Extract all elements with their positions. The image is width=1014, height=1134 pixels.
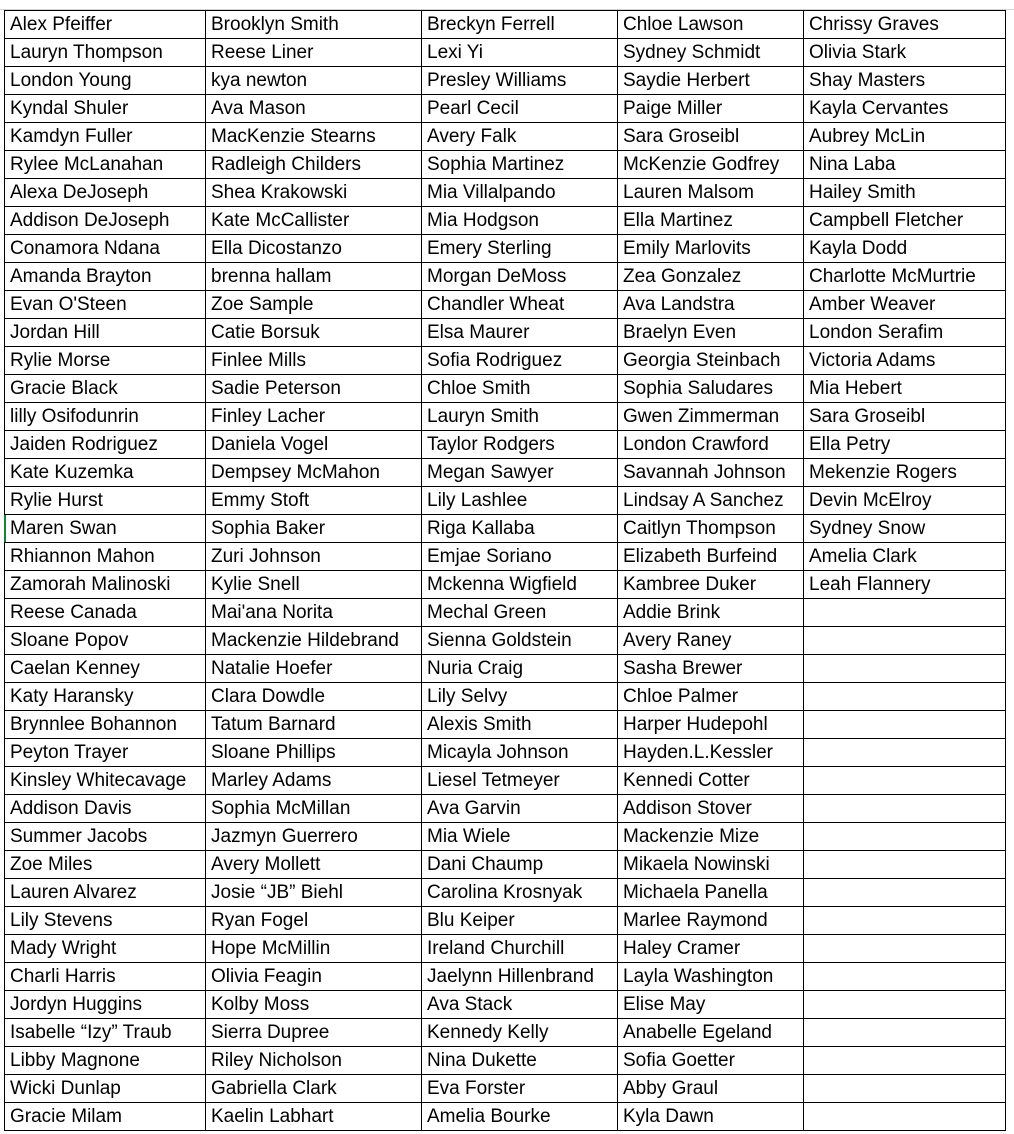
cell[interactable]: Lily Selvy: [422, 683, 618, 711]
cell[interactable]: London Crawford: [618, 431, 804, 459]
cell[interactable]: Elise May: [618, 991, 804, 1019]
cell[interactable]: [804, 711, 1006, 739]
table-row: [5, 1075, 1006, 1103]
cell[interactable]: Ella Petry: [804, 431, 1006, 459]
cell[interactable]: Chandler Wheat: [422, 291, 618, 319]
cell[interactable]: Conamora Ndana: [5, 235, 206, 263]
table-row: [5, 991, 1006, 1019]
cell[interactable]: Mechal Green: [422, 599, 618, 627]
table-row: [5, 291, 1006, 319]
table-row: [5, 907, 1006, 935]
table-row: [5, 347, 1006, 375]
cell[interactable]: Mckenna Wigfield: [422, 571, 618, 599]
cell[interactable]: Liesel Tetmeyer: [422, 767, 618, 795]
cell[interactable]: Lauryn Thompson: [5, 39, 206, 67]
cell[interactable]: Caitlyn Thompson: [618, 515, 804, 543]
cell[interactable]: Evan O'Steen: [5, 291, 206, 319]
table-row: [5, 515, 1006, 543]
cell[interactable]: Jordan Hill: [5, 319, 206, 347]
table-row: [5, 487, 1006, 515]
cell[interactable]: Gracie Milam: [5, 1103, 206, 1131]
cell[interactable]: Sydney Schmidt: [618, 39, 804, 67]
table-row: [5, 599, 1006, 627]
cell[interactable]: Kayla Cervantes: [804, 95, 1006, 123]
cell[interactable]: Ava Stack: [422, 991, 618, 1019]
cell[interactable]: Kyndal Shuler: [5, 95, 206, 123]
cell[interactable]: Riga Kallaba: [422, 515, 618, 543]
table-row: [5, 823, 1006, 851]
table-row: [5, 67, 1006, 95]
cell[interactable]: Brynnlee Bohannon: [5, 711, 206, 739]
table-row: [5, 403, 1006, 431]
cell[interactable]: Jazmyn Guerrero: [206, 823, 422, 851]
table-row: [5, 375, 1006, 403]
cell[interactable]: Kinsley Whitecavage: [5, 767, 206, 795]
cell[interactable]: Ava Garvin: [422, 795, 618, 823]
cell[interactable]: Lindsay A Sanchez: [618, 487, 804, 515]
cell[interactable]: Wicki Dunlap: [5, 1075, 206, 1103]
cell[interactable]: Zamorah Malinoski: [5, 571, 206, 599]
names-grid: [4, 10, 1006, 1131]
cell[interactable]: Sloane Phillips: [206, 739, 422, 767]
table-row: [5, 151, 1006, 179]
cell[interactable]: Mia Hebert: [804, 375, 1006, 403]
cell[interactable]: Mia Villalpando: [422, 179, 618, 207]
cell[interactable]: Abby Graul: [618, 1075, 804, 1103]
cell[interactable]: [804, 739, 1006, 767]
table-row: [5, 767, 1006, 795]
cell[interactable]: Breckyn Ferrell: [422, 11, 618, 39]
cell[interactable]: Hope McMillin: [206, 935, 422, 963]
cell[interactable]: Rhiannon Mahon: [5, 543, 206, 571]
cell[interactable]: [804, 795, 1006, 823]
cell[interactable]: Libby Magnone: [5, 1047, 206, 1075]
cell[interactable]: Reese Liner: [206, 39, 422, 67]
table-row: [5, 571, 1006, 599]
cell[interactable]: Chloe Lawson: [618, 11, 804, 39]
cell[interactable]: Pearl Cecil: [422, 95, 618, 123]
cell[interactable]: [804, 935, 1006, 963]
cell[interactable]: Kennedi Cotter: [618, 767, 804, 795]
cell[interactable]: McKenzie Godfrey: [618, 151, 804, 179]
table-row: [5, 95, 1006, 123]
cell[interactable]: Lily Stevens: [5, 907, 206, 935]
cell[interactable]: Ryan Fogel: [206, 907, 422, 935]
cell[interactable]: Katy Haransky: [5, 683, 206, 711]
cell[interactable]: Zoe Miles: [5, 851, 206, 879]
cell[interactable]: Harper Hudepohl: [618, 711, 804, 739]
cell[interactable]: Rylee McLanahan: [5, 151, 206, 179]
table-row: [5, 711, 1006, 739]
cell[interactable]: Lexi Yi: [422, 39, 618, 67]
table-row: [5, 543, 1006, 571]
cell[interactable]: Peyton Trayer: [5, 739, 206, 767]
cell[interactable]: Ella Martinez: [618, 207, 804, 235]
table-row: [5, 179, 1006, 207]
table-row: [5, 879, 1006, 907]
cell[interactable]: Lauren Alvarez: [5, 879, 206, 907]
cell[interactable]: Clara Dowdle: [206, 683, 422, 711]
cell[interactable]: Mackenzie Hildebrand: [206, 627, 422, 655]
cell[interactable]: [804, 655, 1006, 683]
cell[interactable]: Sophia McMillan: [206, 795, 422, 823]
cell[interactable]: [804, 683, 1006, 711]
cell[interactable]: Ava Landstra: [618, 291, 804, 319]
cell[interactable]: [804, 991, 1006, 1019]
cell[interactable]: Kayla Dodd: [804, 235, 1006, 263]
cell[interactable]: Mikaela Nowinski: [618, 851, 804, 879]
table-row: [5, 263, 1006, 291]
cell[interactable]: Emjae Soriano: [422, 543, 618, 571]
cell[interactable]: Jordyn Huggins: [5, 991, 206, 1019]
cell[interactable]: Kolby Moss: [206, 991, 422, 1019]
table-row: [5, 459, 1006, 487]
cell[interactable]: Lauren Malsom: [618, 179, 804, 207]
cell[interactable]: Chloe Palmer: [618, 683, 804, 711]
cell[interactable]: [804, 851, 1006, 879]
table-row: [5, 655, 1006, 683]
cell[interactable]: brenna hallam: [206, 263, 422, 291]
cell[interactable]: Sloane Popov: [5, 627, 206, 655]
row-cursor-marker: [4, 515, 6, 542]
cell[interactable]: Isabelle “Izy” Traub: [5, 1019, 206, 1047]
cell[interactable]: Rylie Hurst: [5, 487, 206, 515]
cell[interactable]: Sierra Dupree: [206, 1019, 422, 1047]
cell[interactable]: Amber Weaver: [804, 291, 1006, 319]
cell[interactable]: Presley Williams: [422, 67, 618, 95]
cell[interactable]: Anabelle Egeland: [618, 1019, 804, 1047]
cell[interactable]: Sasha Brewer: [618, 655, 804, 683]
cell[interactable]: Nina Laba: [804, 151, 1006, 179]
cell[interactable]: Hailey Smith: [804, 179, 1006, 207]
cell[interactable]: Brooklyn Smith: [206, 11, 422, 39]
table-row: [5, 235, 1006, 263]
cell[interactable]: Addie Brink: [618, 599, 804, 627]
cell[interactable]: Kate Kuzemka: [5, 459, 206, 487]
table-row: [5, 739, 1006, 767]
cell[interactable]: Ireland Churchill: [422, 935, 618, 963]
cell[interactable]: [804, 1047, 1006, 1075]
cell[interactable]: Emmy Stoft: [206, 487, 422, 515]
cell[interactable]: Addison Davis: [5, 795, 206, 823]
table-row: [5, 123, 1006, 151]
cell[interactable]: Natalie Hoefer: [206, 655, 422, 683]
table-row: [5, 627, 1006, 655]
cell[interactable]: Addison Stover: [618, 795, 804, 823]
cell[interactable]: [804, 1075, 1006, 1103]
cell[interactable]: Alex Pfeiffer: [5, 11, 206, 39]
cell[interactable]: Savannah Johnson: [618, 459, 804, 487]
cell[interactable]: Nina Dukette: [422, 1047, 618, 1075]
cell[interactable]: Mia Wiele: [422, 823, 618, 851]
cell[interactable]: Marley Adams: [206, 767, 422, 795]
cell[interactable]: Maren Swan: [5, 515, 206, 543]
cell[interactable]: Josie “JB” Biehl: [206, 879, 422, 907]
cell[interactable]: Gracie Black: [5, 375, 206, 403]
cell[interactable]: Alexa DeJoseph: [5, 179, 206, 207]
cell[interactable]: Ella Dicostanzo: [206, 235, 422, 263]
cell[interactable]: Riley Nicholson: [206, 1047, 422, 1075]
cell[interactable]: Alexis Smith: [422, 711, 618, 739]
table-row: [5, 39, 1006, 67]
table-row: [5, 207, 1006, 235]
cell[interactable]: Olivia Feagin: [206, 963, 422, 991]
cell[interactable]: Kate McCallister: [206, 207, 422, 235]
table-row: [5, 431, 1006, 459]
cell[interactable]: Megan Sawyer: [422, 459, 618, 487]
cell[interactable]: Haley Cramer: [618, 935, 804, 963]
table-row: [5, 683, 1006, 711]
table-row: [5, 11, 1006, 39]
cell[interactable]: Morgan DeMoss: [422, 263, 618, 291]
cell[interactable]: London Young: [5, 67, 206, 95]
cell[interactable]: Hayden.L.Kessler: [618, 739, 804, 767]
cell[interactable]: [804, 823, 1006, 851]
cell[interactable]: Finley Lacher: [206, 403, 422, 431]
cell[interactable]: Sophia Saludares: [618, 375, 804, 403]
cell[interactable]: Sara Groseibl: [618, 123, 804, 151]
cell[interactable]: Mia Hodgson: [422, 207, 618, 235]
cell[interactable]: Elizabeth Burfeind: [618, 543, 804, 571]
cell[interactable]: Marlee Raymond: [618, 907, 804, 935]
cell[interactable]: Elsa Maurer: [422, 319, 618, 347]
cell[interactable]: Saydie Herbert: [618, 67, 804, 95]
cell[interactable]: Daniela Vogel: [206, 431, 422, 459]
cell[interactable]: Zea Gonzalez: [618, 263, 804, 291]
table-row: [5, 851, 1006, 879]
cell[interactable]: MacKenzie Stearns: [206, 123, 422, 151]
table-row: [5, 1047, 1006, 1075]
cell[interactable]: Michaela Panella: [618, 879, 804, 907]
cell[interactable]: Dempsey McMahon: [206, 459, 422, 487]
cell[interactable]: Paige Miller: [618, 95, 804, 123]
cell[interactable]: Gwen Zimmerman: [618, 403, 804, 431]
cell[interactable]: Chloe Smith: [422, 375, 618, 403]
cell[interactable]: [804, 599, 1006, 627]
cell[interactable]: Radleigh Childers: [206, 151, 422, 179]
cell[interactable]: Catie Borsuk: [206, 319, 422, 347]
cell[interactable]: Lauryn Smith: [422, 403, 618, 431]
cell[interactable]: Aubrey McLin: [804, 123, 1006, 151]
cell[interactable]: Avery Mollett: [206, 851, 422, 879]
cell[interactable]: [804, 1103, 1006, 1131]
cell[interactable]: Amelia Clark: [804, 543, 1006, 571]
cell[interactable]: Devin McElroy: [804, 487, 1006, 515]
cell[interactable]: Sydney Snow: [804, 515, 1006, 543]
cell[interactable]: kya newton: [206, 67, 422, 95]
cell[interactable]: Sara Groseibl: [804, 403, 1006, 431]
cell[interactable]: Amelia Bourke: [422, 1103, 618, 1131]
cell[interactable]: Kennedy Kelly: [422, 1019, 618, 1047]
cell[interactable]: Mekenzie Rogers: [804, 459, 1006, 487]
cell[interactable]: Sophia Baker: [206, 515, 422, 543]
cell[interactable]: Lily Lashlee: [422, 487, 618, 515]
table-row: [5, 963, 1006, 991]
cell[interactable]: Sofia Rodriguez: [422, 347, 618, 375]
cell[interactable]: [804, 879, 1006, 907]
cell[interactable]: Sofia Goetter: [618, 1047, 804, 1075]
cell[interactable]: Avery Raney: [618, 627, 804, 655]
cell[interactable]: Nuria Craig: [422, 655, 618, 683]
cell[interactable]: Sophia Martinez: [422, 151, 618, 179]
cell[interactable]: Addison DeJoseph: [5, 207, 206, 235]
cell[interactable]: Gabriella Clark: [206, 1075, 422, 1103]
cell[interactable]: Finlee Mills: [206, 347, 422, 375]
cell[interactable]: Charli Harris: [5, 963, 206, 991]
cell[interactable]: Mai'ana Norita: [206, 599, 422, 627]
cell[interactable]: Kambree Duker: [618, 571, 804, 599]
cell[interactable]: [804, 767, 1006, 795]
table-row: [5, 319, 1006, 347]
cell[interactable]: Layla Washington: [618, 963, 804, 991]
cell[interactable]: Braelyn Even: [618, 319, 804, 347]
cell[interactable]: Eva Forster: [422, 1075, 618, 1103]
cell[interactable]: Taylor Rodgers: [422, 431, 618, 459]
cell[interactable]: Tatum Barnard: [206, 711, 422, 739]
cell[interactable]: [804, 907, 1006, 935]
cell[interactable]: Kylie Snell: [206, 571, 422, 599]
cell[interactable]: Leah Flannery: [804, 571, 1006, 599]
cell[interactable]: Emily Marlovits: [618, 235, 804, 263]
cell[interactable]: Kamdyn Fuller: [5, 123, 206, 151]
table-row: [5, 795, 1006, 823]
cell[interactable]: Georgia Steinbach: [618, 347, 804, 375]
cell[interactable]: London Serafim: [804, 319, 1006, 347]
cell[interactable]: Zoe Sample: [206, 291, 422, 319]
cell[interactable]: Shay Masters: [804, 67, 1006, 95]
cell[interactable]: Avery Falk: [422, 123, 618, 151]
cell[interactable]: [804, 1019, 1006, 1047]
cell[interactable]: Micayla Johnson: [422, 739, 618, 767]
cell[interactable]: Shea Krakowski: [206, 179, 422, 207]
cell[interactable]: Reese Canada: [5, 599, 206, 627]
cell[interactable]: Caelan Kenney: [5, 655, 206, 683]
cell[interactable]: Kaelin Labhart: [206, 1103, 422, 1131]
cell[interactable]: Ava Mason: [206, 95, 422, 123]
cell[interactable]: Victoria Adams: [804, 347, 1006, 375]
cell[interactable]: Sadie Peterson: [206, 375, 422, 403]
cell[interactable]: Carolina Krosnyak: [422, 879, 618, 907]
table-row: [5, 1019, 1006, 1047]
cell[interactable]: Jaelynn Hillenbrand: [422, 963, 618, 991]
cell[interactable]: [804, 963, 1006, 991]
cell[interactable]: Rylie Morse: [5, 347, 206, 375]
cell[interactable]: Amanda Brayton: [5, 263, 206, 291]
cell[interactable]: Jaiden Rodriguez: [5, 431, 206, 459]
cell[interactable]: Charlotte McMurtrie: [804, 263, 1006, 291]
cell[interactable]: Sienna Goldstein: [422, 627, 618, 655]
column-header-strip: [0, 0, 1014, 10]
cell[interactable]: Mady Wright: [5, 935, 206, 963]
cell[interactable]: Dani Chaump: [422, 851, 618, 879]
cell[interactable]: Zuri Johnson: [206, 543, 422, 571]
cell[interactable]: Blu Keiper: [422, 907, 618, 935]
cell[interactable]: Campbell Fletcher: [804, 207, 1006, 235]
cell[interactable]: Mackenzie Mize: [618, 823, 804, 851]
table-row: [5, 935, 1006, 963]
table-row: [5, 1103, 1006, 1131]
cell[interactable]: lilly Osifodunrin: [5, 403, 206, 431]
cell[interactable]: Chrissy Graves: [804, 11, 1006, 39]
cell[interactable]: Emery Sterling: [422, 235, 618, 263]
cell[interactable]: Summer Jacobs: [5, 823, 206, 851]
cell[interactable]: Kyla Dawn: [618, 1103, 804, 1131]
cell[interactable]: [804, 627, 1006, 655]
cell[interactable]: Olivia Stark: [804, 39, 1006, 67]
